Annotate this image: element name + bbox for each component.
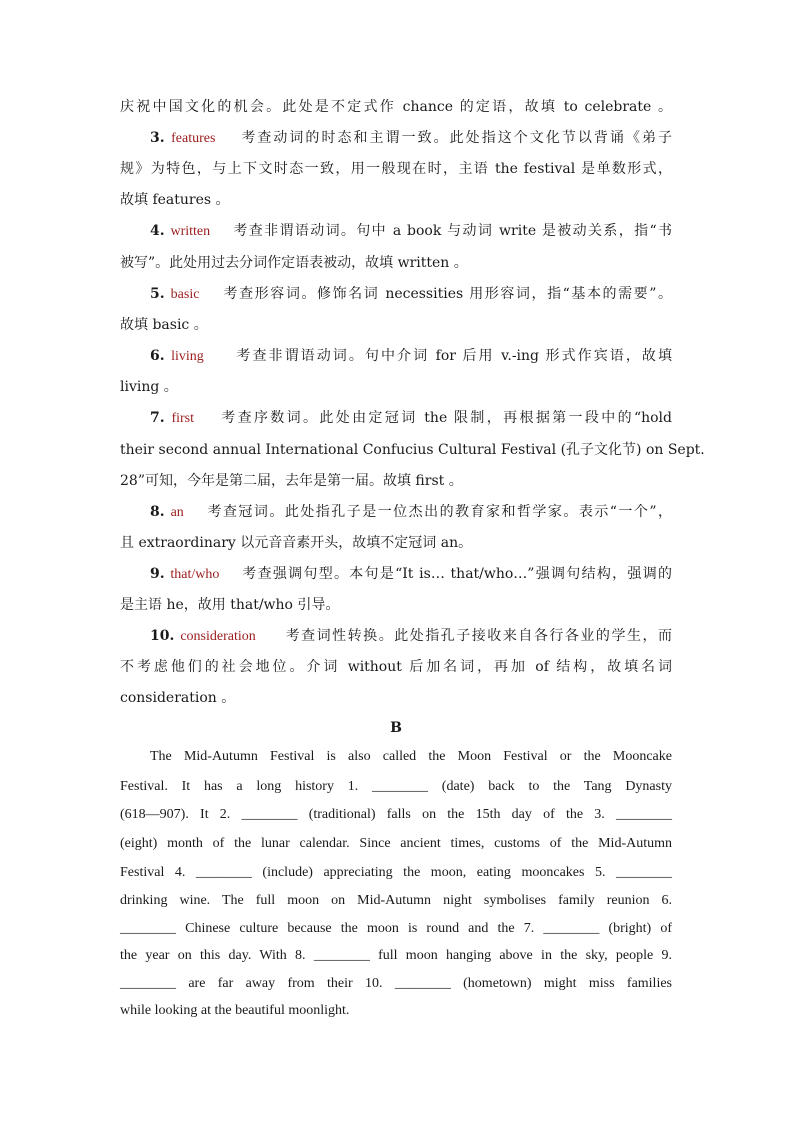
answer-word: features [171, 131, 216, 146]
answer-word: basic [170, 287, 200, 302]
answer-text: 故填 features 。 [120, 192, 230, 208]
answer-text: 考查非谓语动词。句中介词 for 后用 v.-ing 形式作宾语，故填 [236, 348, 672, 364]
answer-item-5 [150, 284, 672, 305]
answer-line [120, 440, 705, 460]
answer-word: an [170, 505, 184, 520]
passage-line: Festival 4. ________ (include) appreciating the moon, eating mooncakes 5. ________ [120, 865, 672, 880]
answer-number: 6. [150, 348, 165, 364]
answer-number: 5. [150, 286, 165, 302]
answer-text: their second annual International Confucius Cultural Festival (孔子文化节) on Sept. [120, 442, 705, 458]
answer-word: that/who [170, 567, 220, 582]
answer-item-8 [150, 502, 672, 523]
answer-item-9 [150, 564, 672, 585]
answer-number: 10. [150, 628, 175, 644]
answer-text: 是主语 he，故用 that/who 引导。 [120, 597, 340, 613]
answer-text: 考查动词的时态和主谓一致。此处指这个文化节以背诵《弟子 [241, 130, 672, 146]
passage-line: (eight) month of the lunar calendar. Since ancient times, customs of the Mid-Autumn [120, 836, 672, 851]
passage-line: while looking at the beautiful moonlight. [120, 1003, 350, 1018]
answer-word: written [170, 224, 211, 239]
answer-text: 考查序数词。此处由定冠词 the 限制，再根据第一段中的“hold [221, 410, 672, 426]
answer-word: living [171, 349, 204, 364]
answer-line [120, 533, 672, 553]
answer-text: 考查形容词。修饰名词 necessities 用形容词，指“基本的需要”。 [223, 286, 672, 302]
answer-item-6 [150, 346, 672, 367]
answer-line [120, 315, 672, 335]
passage-line: the year on this day. With 8. ________ full moon hanging above in the sky, people 9. [120, 948, 672, 963]
answer-line [120, 190, 672, 210]
answer-line [120, 657, 672, 677]
answer-line [120, 253, 672, 273]
passage-line: ________ Chinese culture because the moon is round and the 7. ________ (bright) of [120, 921, 672, 936]
answer-text: 考查冠词。此处指孔子是一位杰出的教育家和哲学家。表示“一个”， [207, 504, 672, 520]
passage-line: The Mid-Autumn Festival is also called the Moon Festival or the Mooncake [150, 749, 672, 764]
answer-number: 8. [150, 504, 165, 520]
answer-text: consideration 。 [120, 690, 236, 706]
answer-line [120, 377, 672, 397]
answer-word: consideration [180, 629, 256, 644]
passage-line: (618—907). It 2. ________ (traditional) falls on the 15th day of the 3. ________ [120, 807, 672, 822]
answer-text: 规》为特色，与上下文时态一致，用一般现在时，主语 the festival 是单数形式， [120, 161, 672, 177]
answer-number: 9. [150, 566, 165, 582]
answer-text: living 。 [120, 379, 178, 395]
answer-number: 7. [150, 410, 165, 426]
passage-line: drinking wine. The full moon on Mid-Autumn night symbolises family reunion 6. [120, 893, 672, 908]
answer-line [120, 595, 672, 615]
answer-number: 3. [150, 130, 165, 146]
passage-line: ________ are far away from their 10. ________ (hometown) might miss families [120, 976, 672, 991]
section-heading: B [390, 720, 402, 736]
answer-text: 考查非谓语动词。句中 a book 与动词 write 是被动关系，指“书 [233, 223, 672, 239]
answer-item-4 [150, 221, 672, 242]
answer-text: 被写”。此处用过去分词作定语表被动，故填 written 。 [120, 255, 468, 271]
answer-text: 庆祝中国文化的机会。此处是不定式作 chance 的定语，故填 to celebrate 。 [120, 99, 672, 115]
answer-text: 且 extraordinary 以元音音素开头，故填不定冠词 an。 [120, 535, 473, 551]
answer-text: 考查词性转换。此处指孔子接收来自各行各业的学生，而 [285, 628, 672, 644]
answer-item-7 [150, 408, 672, 429]
answer-line [120, 97, 672, 117]
answer-item-3 [150, 128, 672, 149]
passage-line: Festival. It has a long history 1. ________ (date) back to the Tang Dynasty [120, 779, 672, 794]
answer-text: 考查强调句型。本句是“It is… that/who…”强调句结构，强调的 [242, 566, 672, 582]
answer-line [120, 159, 672, 179]
answer-number: 4. [150, 223, 165, 239]
answer-line [120, 688, 672, 708]
answer-word: first [171, 411, 194, 426]
answer-item-10 [150, 626, 672, 647]
answer-text: 不考虑他们的社会地位。介词 without 后加名词，再加 of 结构，故填名词 [120, 659, 672, 675]
answer-line [120, 471, 672, 491]
answer-text: 28”可知，今年是第二届，去年是第一届。故填 first 。 [120, 473, 463, 489]
answer-text: 故填 basic 。 [120, 317, 208, 333]
